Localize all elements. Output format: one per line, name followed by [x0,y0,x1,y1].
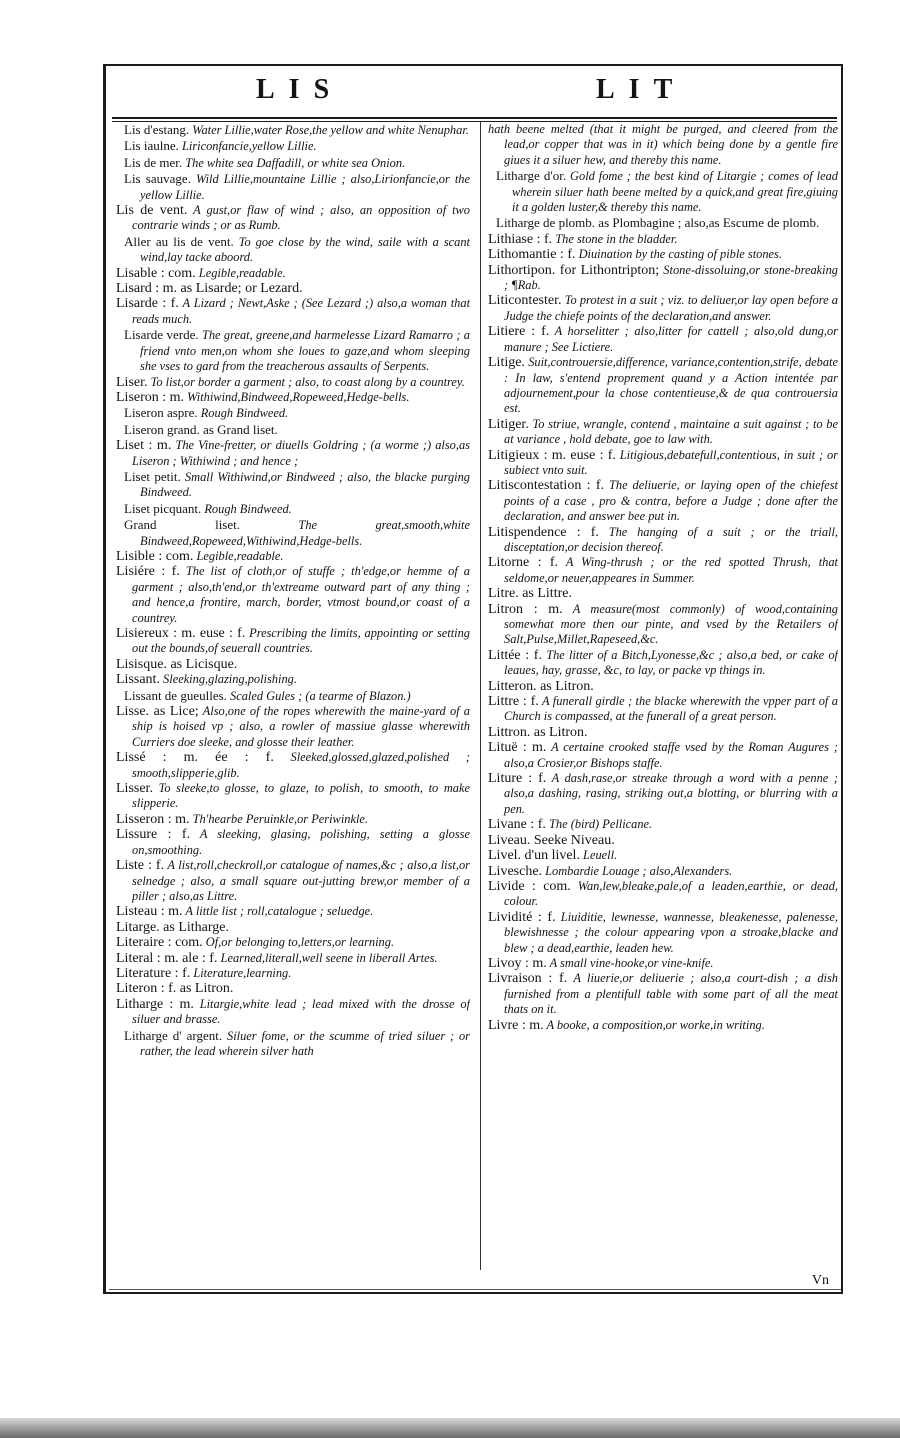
entry-definition: hath beene melted (that it might be purged, and cleered from the lead,or copper that was in it) which being done by a gentle fire giues it a siluer hew, and thereby this name. [488,122,838,167]
entry-definition: A Lizard ; Newt,Aske ; (See Lezard ;) also,a woman that reads much. [132,296,470,326]
dictionary-entry [488,324,838,355]
entry-headword: Litige. [488,355,525,371]
entry-headword: Aller au lis de vent. [124,233,234,249]
dictionary-entry [488,694,838,725]
entry-headword: Litiscontestation : f. [488,478,605,494]
entry-definition: A Wing-thrush ; or the red spotted Thrush, that seldome,or neuer,appeares in Summer. [504,555,838,585]
entry-headword: Grand liset. [124,517,240,533]
running-head-left: LIS [256,74,344,105]
dictionary-entry [488,771,838,817]
dictionary-entry [116,750,470,781]
entry-definition: A funerall girdle ; the blacke wherewith the vpper part of a Church is compassed, at the funerall of a great person. [504,694,838,724]
dictionary-entry [488,848,838,863]
dictionary-entry [488,448,838,479]
entry-definition: Legible,readable. [193,548,284,563]
dictionary-entry [488,555,838,586]
entry-definition: Liriconfancie,yellow Lillie. [178,139,317,154]
entry-definition: Sleeking,glazing,polishing. [159,672,297,687]
entry-headword: Livide : com. [488,878,571,894]
dictionary-entry [488,586,838,601]
entry-definition: Small Withiwind,or Bindweed ; also, the blacke purging Bindweed. [140,469,470,500]
dictionary-entry [116,171,470,203]
entry-definition: Liuiditie, lewnesse, wannesse, bleakenesse, palenesse, blewishnesse ; the colour appearing vpon a stroake,blacke and blew ; a dead,earthie, leaden hew. [504,909,838,955]
entry-definition: Scaled Gules ; (a tearme of Blazon.) [226,688,411,703]
entry-definition: A small vine-hooke,or vine-knife. [546,955,714,970]
dictionary-entry [488,740,838,771]
dictionary-entry [116,935,470,950]
entry-headword: Lisisque. as Licisque. [116,656,238,672]
dictionary-entry [488,247,838,262]
entry-definition: Wan,lew,bleake,pale,of a leaden,earthie, or dead, colour. [504,878,838,909]
entry-headword: Litiere : f. [488,324,550,340]
entry-headword: Lissure : f. [116,827,191,843]
entry-headword: Livoy : m. [488,955,547,971]
entry-definition: The white sea Daffadill, or white sea Onion. [182,155,406,170]
entry-headword: Listeau : m. [116,904,183,920]
entry-headword: Lissant de gueulles. [124,687,227,703]
entry-definition: Gold fome ; the best kind of Litargie ; comes of lead wherein siluer hath beene melted by a quick,and great fire,giuing it a golden luster,& thereby this name. [512,169,838,215]
entry-definition: Lombardie Louage ; also,Alexanders. [542,863,733,878]
entry-headword: Lisser. [116,781,153,797]
dictionary-page [103,64,843,1294]
entry-headword: Livel. d'un livel. [488,848,580,864]
entry-definition: The litter of a Bitch,Lyonesse,&c ; also,a bed, or cake of leaues, hay, grasse, &c, to lay, or packe vp things in. [504,647,838,678]
entry-definition: Litigious,debatefull,contentious, in suit ; or subiect vnto suit. [504,447,838,477]
entry-definition: Suit,controuersie,difference, variance,contention,strife, debate : In law, s'entend proprement quand y a Action intentée par adjournement,pour la chose contentieuse,& de qua controuersia est. [504,355,838,416]
entry-headword: Lisable : com. [116,265,196,281]
entry-headword: Liseron grand. as Grand liset. [124,421,278,437]
entry-headword: Littron. as Litron. [488,724,588,740]
entry-definition: Learned,literall,well seene in liberall Artes. [217,950,438,965]
dictionary-entry [116,138,470,154]
entry-definition: Leuell. [579,848,618,863]
entry-definition: Sleeked,glossed,glazed,polished ; smooth,slipperie,glib. [132,750,470,780]
entry-headword: Litteron. as Litron. [488,678,594,694]
entry-definition: A sleeking, glasing, polishing, setting a glosse on,smoothing. [132,827,470,857]
entry-definition: The great, greene,and harmelesse Lizard Ramarro ; a friend vnto men,on whom she loues to gaze,and whom sleeping she vses to gard from the treacherous assaults of Serpents. [140,328,470,374]
entry-definition: The stone in the bladder. [552,231,678,246]
entry-headword: Lisible : com. [116,548,194,564]
entry-headword: Literature : f. [116,965,191,981]
entry-headword: Lissant. [116,672,160,688]
entry-headword: Litron : m. [488,601,563,617]
dictionary-entry [488,417,838,448]
entry-headword: Lithiase : f. [488,231,553,247]
entry-headword: Lituë : m. [488,740,547,756]
dictionary-entry [116,549,470,564]
dictionary-entry [488,122,838,168]
dictionary-entry [116,981,470,996]
left-column [116,122,470,1270]
entry-headword: Litispendence : f. [488,524,599,540]
dictionary-entry [488,525,838,556]
dictionary-entry [116,781,470,812]
entry-headword: Liste : f. [116,858,164,874]
dictionary-entry [116,438,470,469]
dictionary-entry [488,679,838,694]
entry-definition: The deliuerie, or laying open of the chiefest points of a case , pro & contra, before a Judge ; done after the declaration, and answer bee put in. [504,478,838,524]
entry-headword: Littre : f. [488,694,539,710]
entry-headword: Litiger. [488,416,529,432]
header-rule [112,117,837,119]
entry-headword: Liture : f. [488,771,547,787]
dictionary-entry [116,704,470,750]
entry-headword: Lisarde : f. [116,296,179,312]
entry-definition: The list of cloth,or of stuffe ; th'edge,or hemme of a garment ; also,th'end,or th'extreame outward part of any thing ; and hence,a frontire, march, border, vtmost bound,or coast of a countrey. [132,564,470,625]
entry-headword: Lissé : m. ée : f. [116,750,274,766]
dictionary-entry [488,215,838,231]
entry-definition: A booke, a composition,or worke,in writing. [543,1017,765,1032]
dictionary-entry [116,122,470,138]
entry-definition: Litargie,white lead ; lead mixed with the drosse of siluer and brasse. [132,996,470,1027]
entry-headword: Litorne : f. [488,555,559,571]
entry-headword: Lithomantie : f. [488,247,576,263]
dictionary-entry [116,327,470,374]
dictionary-entry [116,858,470,904]
entry-definition: Literature,learning. [190,965,292,980]
entry-headword: Lividité : f. [488,909,556,925]
dictionary-entry [116,672,470,687]
entry-headword: Littée : f. [488,647,542,663]
right-column [488,122,838,1270]
entry-headword: Lisard : m. as Lisarde; or Lezard. [116,281,303,297]
dictionary-entry [116,904,470,919]
entry-definition: The Vine-fretter, or diuells Goldring ; (a worme ;) also,as Liseron ; Withiwind ; and hence ; [132,438,470,468]
dictionary-entry [488,263,838,294]
entry-headword: Liset : m. [116,438,172,454]
entry-headword: Lisiére : f. [116,564,180,580]
dictionary-entry [116,155,470,171]
entry-headword: Litharge : m. [116,996,194,1012]
entry-definition: Of,or belonging to,letters,or learning. [202,935,395,950]
dictionary-entry [116,266,470,281]
dictionary-entry [116,469,470,501]
entry-definition: To striue, wrangle, contend , maintaine a suit against ; to be at variance , hold debate, goe to law with. [504,416,838,447]
dictionary-entry [488,833,838,848]
dictionary-entry [488,355,838,417]
entry-definition: A liuerie,or deliuerie ; also,a court-dish ; a dish furnished from a plentifull table with some part of all the meat thats on it. [504,971,838,1017]
dictionary-entry [116,827,470,858]
entry-definition: Wild Lillie,mountaine Lillie ; also,Lirionfancie,or the yellow Lillie. [140,172,470,202]
dictionary-entry [116,405,470,421]
dictionary-entry [488,971,838,1017]
entry-headword: Liseron : m. [116,389,185,405]
dictionary-entry [116,951,470,966]
entry-definition: Th'hearbe Peruinkle,or Periwinkle. [189,811,368,826]
dictionary-entry [488,478,838,524]
entry-headword: Lisiereux : m. euse : f. [116,626,246,641]
entry-headword: Litharge d' argent. [124,1027,223,1043]
entry-headword: Lis de vent. [116,203,188,219]
entry-headword: Litharge de plomb. as Plombagine ; also,as Escume de plomb. [496,215,820,231]
entry-headword: Literon : f. as Litron. [116,981,234,997]
entry-headword: Livraison : f. [488,971,568,987]
entry-definition: To goe close by the wind, saile with a scant wind,lay tacke aboord. [140,234,470,265]
entry-headword: Lis d'estang. [124,122,190,137]
dictionary-entry [116,203,470,234]
entry-headword: Literaire : com. [116,935,203,951]
entry-definition: The (bird) Pellicane. [545,817,653,832]
entry-headword: Lis de mer. [124,154,183,170]
entry-headword: Liser. [116,374,148,390]
dictionary-entry [116,296,470,327]
column-divider [480,122,481,1270]
dictionary-entry [116,234,470,266]
entry-definition: Prescribing the limits, appointing or setting out the bounds,of seuerall countries. [132,626,470,656]
entry-definition: To protest in a suit ; viz. to deliuer,or lay open before a Judge the chiefe points of the declaration,and answer. [504,293,838,323]
entry-headword: Liset petit. [124,468,181,484]
dictionary-entry [116,375,470,390]
entry-definition: Withiwind,Bindweed,Ropeweed,Hedge-bells. [184,389,410,404]
entry-definition: Legible,readable. [195,265,286,280]
dictionary-entry [488,648,838,679]
entry-headword: Litharge d'or. [496,168,567,184]
dictionary-entry [116,281,470,296]
dictionary-entry [488,864,838,879]
dictionary-entry [116,997,470,1028]
dictionary-entry [116,1028,470,1060]
dictionary-entry [488,725,838,740]
dictionary-entry [116,920,470,935]
dictionary-entry [116,688,470,704]
scan-edge [0,1418,900,1438]
dictionary-entry [116,422,470,438]
running-head-right: LIT [596,74,687,105]
entry-headword: Literal : m. ale : f. [116,950,218,966]
entry-definition: A measure(most commonly) of wood,containing somewhat more then our pinte, and vsed by the Retailers of Salt,Pulse,Millet,Rapeseed,&c. [504,601,838,647]
entry-definition: The great,smooth,white Bindweed,Ropeweed,Withiwind,Hedge-bells. [140,518,470,548]
entry-headword: Lis sauvage. [124,171,191,187]
entry-headword: Livre : m. [488,1017,544,1033]
dictionary-entry [488,1018,838,1033]
entry-headword: Lisarde verde. [124,327,199,343]
entry-definition: A dash,rase,or streake through a word with a penne ; also,a dashing, rasing, striking out,a blotting, or blurring with a pen. [504,771,838,816]
entry-headword: Liset picquant. [124,500,202,516]
dictionary-entry [116,564,470,626]
entry-definition: Rough Bindweed. [201,501,292,516]
entry-headword: Liveau. Seeke Niveau. [488,832,615,848]
entry-headword: Litarge. as Litharge. [116,919,229,935]
catchword: Vn [811,1273,829,1288]
entry-definition: A horselitter ; also,litter for cattell ; also,old dung,or manure ; See Lictiere. [504,324,838,354]
dictionary-entry [116,390,470,405]
entry-definition: Stone-dissoluing,or stone-breaking ; ¶Rab. [504,262,838,293]
entry-headword: Litigieux : m. euse : f. [488,447,616,463]
entry-definition: The hanging of a suit ; or the triall, disceptation,or decision thereof. [504,524,838,554]
dictionary-entry [488,293,838,324]
dictionary-entry [488,910,838,956]
entry-headword: Livesche. [488,863,543,879]
entry-headword: Lisse. as Lice; [116,704,199,720]
entry-definition: Rough Bindweed. [197,406,289,421]
entry-headword: Lithortipon. for Lithontripton; [488,262,660,278]
dictionary-entry [116,812,470,827]
entry-definition: To list,or border a garment ; also, to coast along by a countrey. [147,374,465,389]
dictionary-entry [488,232,838,247]
entry-headword: Liticontester. [488,293,562,309]
dictionary-entry [116,517,470,549]
entry-definition: Water Lillie,water Rose,the yellow and white Nenuphar. [189,123,469,137]
entry-headword: Lisseron : m. [116,811,190,827]
entry-headword: Litre. as Littre. [488,586,572,602]
dictionary-entry [116,966,470,981]
entry-headword: Liseron aspre. [124,405,198,421]
entry-definition: A gust,or flaw of wind ; also, an opposition of two contrarie winds ; or as Rumb. [132,203,470,233]
dictionary-entry [116,501,470,517]
dictionary-entry [488,956,838,971]
dictionary-entry [488,879,838,910]
dictionary-entry [116,657,470,672]
entry-definition: A certaine crooked staffe vsed by the Roman Augures ; also,a Crosier,or Bishops staffe. [504,740,838,770]
entry-definition: Also,one of the ropes wherewith the maine-yard of a ship is hoised vp ; also, a rowler of massiue glasse wherewith Curriers doe sleeke, and glosse their leather. [132,704,470,749]
dictionary-entry [116,626,470,657]
entry-headword: Livane : f. [488,817,546,833]
entry-definition: Diuination by the casting of pible stones. [575,247,782,262]
entry-definition: To sleeke,to glosse, to glaze, to polish, to smooth, to make slipperie. [132,781,470,811]
dictionary-entry [488,602,838,648]
entry-definition: A little list ; roll,catalogue ; seluedge. [182,904,374,919]
dictionary-entry [488,168,838,215]
entry-headword: Lis iaulne. [124,138,179,154]
dictionary-entry [488,817,838,832]
entry-definition: Siluer fome, or the scumme of tried siluer ; or rather, the lead wherein silver hath [140,1028,470,1058]
entry-definition: A list,roll,checkroll,or catalogue of names,&c ; also,a list,or selnedge ; also, a small square out-jutting brew,or member of a piller ; also,as Littre. [132,858,470,903]
